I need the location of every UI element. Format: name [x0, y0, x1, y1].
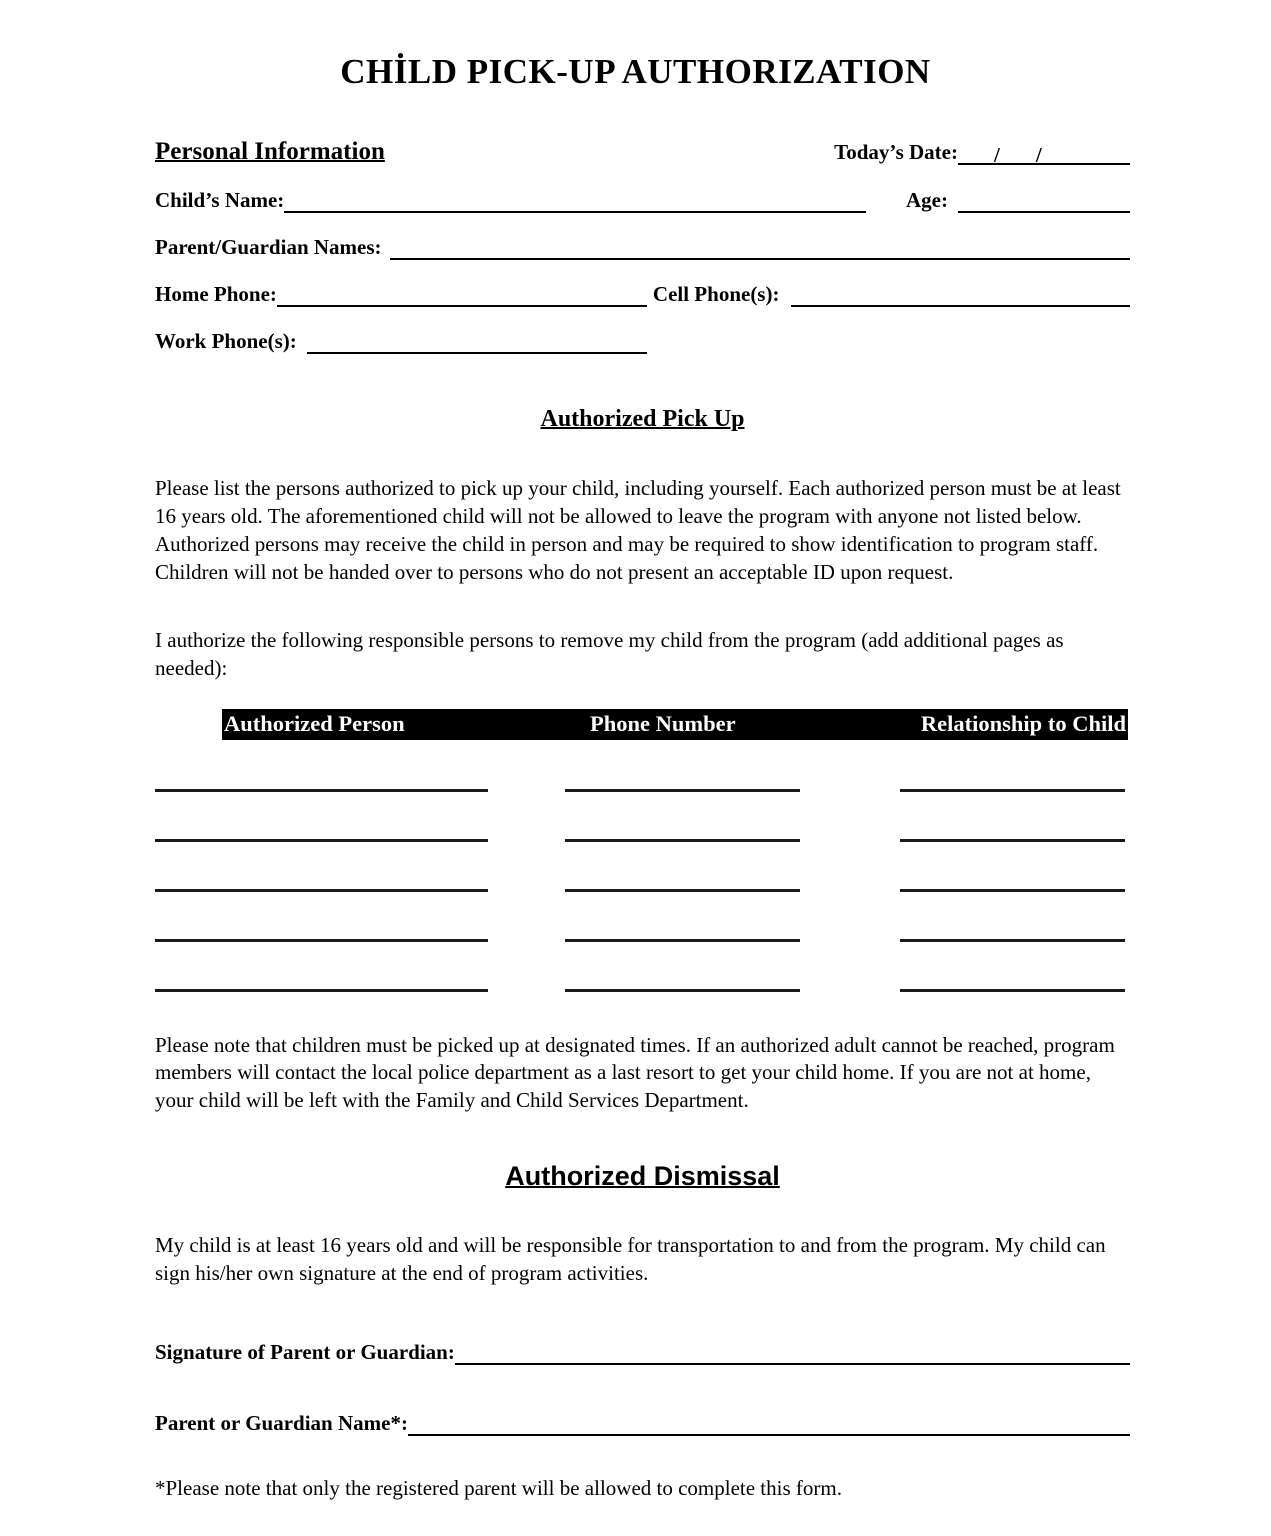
phone-number-field[interactable]	[565, 742, 800, 792]
table-row	[155, 892, 1130, 942]
relationship-field[interactable]	[900, 792, 1125, 842]
age-label: Age:	[906, 188, 948, 212]
work-phone-row	[155, 329, 1130, 354]
cell-phone-field[interactable]	[791, 285, 1130, 307]
todays-date-label: Today’s Date:	[834, 140, 958, 164]
childs-name-label: Child’s Name:	[155, 188, 285, 212]
parent-name-field[interactable]	[408, 1414, 1130, 1436]
column-header-authorized-person: Authorized Person	[224, 711, 405, 737]
authorized-person-field[interactable]	[155, 942, 488, 992]
authorized-person-field[interactable]	[155, 792, 488, 842]
home-cell-phone-row	[155, 282, 1130, 307]
signature-row	[155, 1340, 1130, 1365]
home-phone-label: Home Phone:	[155, 282, 277, 306]
childs-name-field[interactable]	[284, 191, 866, 213]
dismissal-paragraph: My child is at least 16 years old and will be responsible for transportation to and from the program. My child can sign his/her own signature at the end of program activities.	[155, 1233, 1106, 1286]
home-phone-field[interactable]	[277, 285, 647, 307]
work-phone-label: Work Phone(s):	[155, 329, 297, 353]
signature-label: Signature of Parent or Guardian:	[155, 1340, 455, 1365]
table-row	[155, 842, 1130, 892]
pickup-note-paragraph: Please note that children must be picked up at designated times. If an authorized adult cannot be reached, program members will contact the local police department as a last resort to get your child home. If you are not at home, your child will be left with the Family and Child Services Department.	[155, 1032, 1115, 1113]
parent-name-label: Parent or Guardian Name*:	[155, 1411, 408, 1436]
phone-number-field[interactable]	[565, 792, 800, 842]
table-row	[155, 942, 1130, 992]
table-row	[155, 792, 1130, 842]
personal-info-header-row	[155, 138, 1130, 166]
column-header-relationship: Relationship to Child	[920, 711, 1126, 737]
phone-number-field[interactable]	[565, 942, 800, 992]
child-name-age-row	[155, 188, 1130, 213]
parent-guardian-row	[155, 235, 1130, 260]
authorized-person-field[interactable]	[155, 742, 488, 792]
page-title: CHİLD PICK-UP AUTHORIZATION	[340, 52, 931, 91]
authorized-persons-table-header	[222, 709, 1128, 740]
relationship-field[interactable]	[900, 842, 1125, 892]
column-header-phone-number: Phone Number	[589, 711, 736, 737]
authorized-persons-table-body	[155, 742, 1130, 992]
signature-field[interactable]	[455, 1343, 1130, 1365]
footnote: *Please note that only the registered parent will be allowed to complete this form.	[155, 1476, 842, 1501]
pickup-intro-paragraph: Please list the persons authorized to pick up your child, including yourself. Each authorized person must be at least 16 years old. The aforementioned child will not be allowed to leave the program with anyone not listed below. Authorized persons may receive the child in person and may be required to show identification to program staff. Children will not be handed over to persons who do not present an acceptable ID upon request.	[155, 476, 1121, 584]
date-slash: /	[994, 142, 1000, 167]
relationship-field[interactable]	[900, 742, 1125, 792]
parent-guardian-names-label: Parent/Guardian Names:	[155, 235, 382, 259]
todays-date-group	[834, 140, 1130, 165]
personal-information-heading: Personal Information	[155, 138, 385, 165]
phone-number-field[interactable]	[565, 892, 800, 942]
age-field[interactable]	[958, 191, 1130, 213]
relationship-field[interactable]	[900, 892, 1125, 942]
cell-phone-label: Cell Phone(s):	[652, 282, 780, 306]
authorized-person-field[interactable]	[155, 892, 488, 942]
parent-name-row	[155, 1411, 1130, 1436]
authorized-dismissal-heading: Authorized Dismissal	[505, 1161, 780, 1192]
todays-date-field[interactable]	[958, 143, 1130, 165]
table-row	[155, 742, 1130, 792]
authorized-pickup-heading: Authorized Pick Up	[540, 406, 745, 432]
pickup-authorize-paragraph: I authorize the following responsible persons to remove my child from the program (add additional pages as needed):	[155, 627, 1064, 680]
relationship-field[interactable]	[900, 942, 1125, 992]
authorized-person-field[interactable]	[155, 842, 488, 892]
phone-number-field[interactable]	[565, 842, 800, 892]
date-slash: /	[1035, 142, 1042, 167]
parent-guardian-names-field[interactable]	[390, 238, 1130, 260]
work-phone-field[interactable]	[307, 332, 647, 354]
